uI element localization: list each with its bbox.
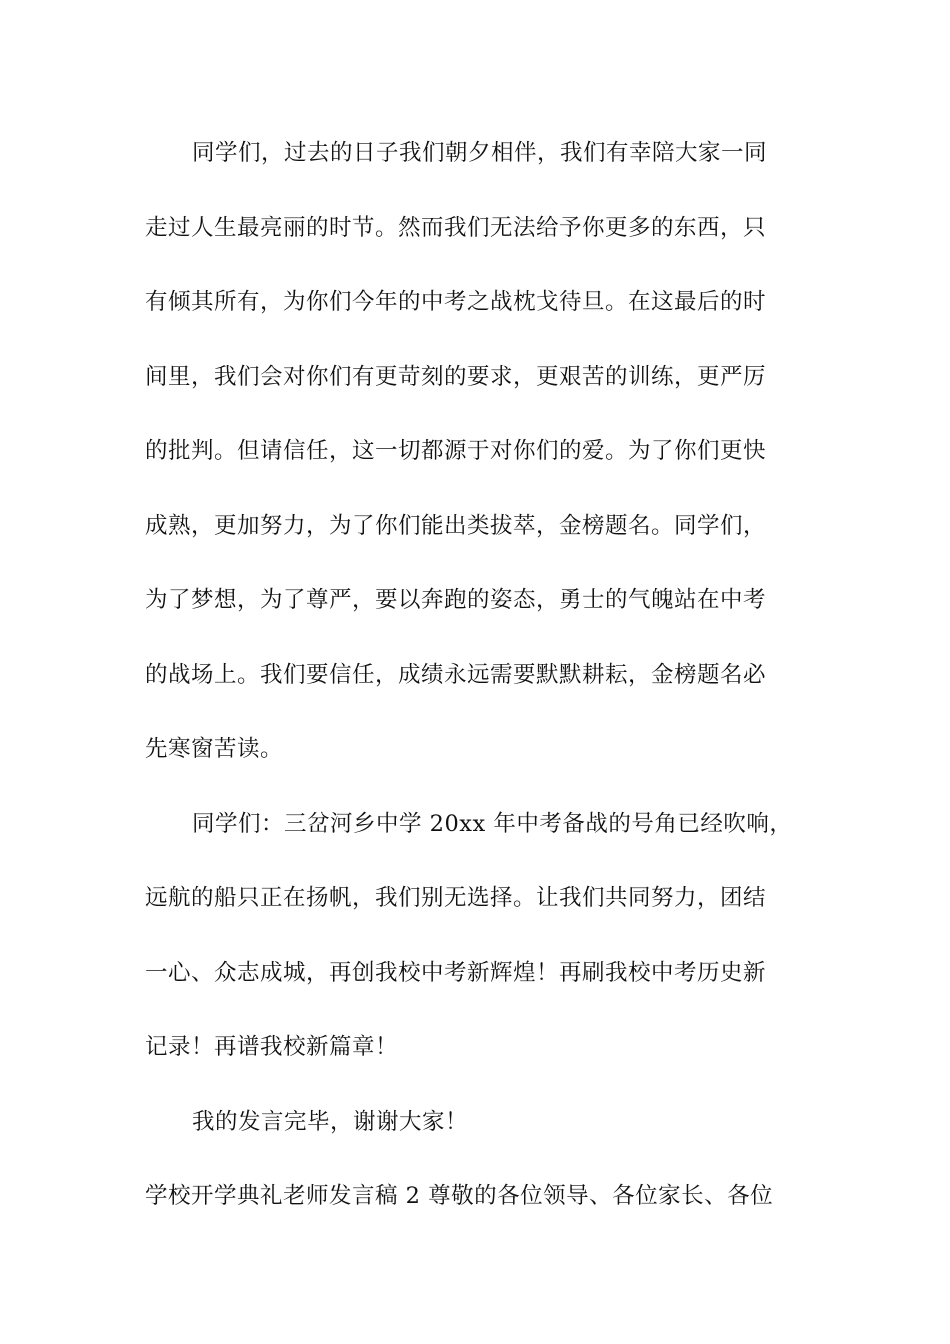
paragraph-2-line-4: 记录！再谱我校新篇章！: [145, 1034, 399, 1060]
paragraph-3-line-1: 我的发言完毕，谢谢大家！: [192, 1108, 469, 1135]
paragraph-1-line-1: 同学们，过去的日子我们朝夕相伴，我们有幸陪大家一同: [192, 140, 768, 166]
paragraph-1-line-8: 的战场上。我们要信任，成绩永远需要默默耕耘，金榜题名必: [145, 661, 767, 688]
paragraph-1-line-4: 间里，我们会对你们有更苛刻的要求，更艰苦的训练，更严厉: [145, 363, 767, 390]
paragraph-1-line-6: 成熟，更加努力，为了你们能出类拔萃，金榜题名。同学们，: [145, 512, 767, 539]
paragraph-2-line-1: 同学们：三岔河乡中学 20xx 年中考备战的号角已经吹响，: [192, 810, 793, 837]
paragraph-1-line-9: 先寒窗苦读。: [145, 736, 284, 762]
paragraph-4-line-1: 学校开学典礼老师发言稿 2 尊敬的各位领导、各位家长、各位: [145, 1183, 774, 1209]
paragraph-1-line-2: 走过人生最亮丽的时节。然而我们无法给予你更多的东西，只: [145, 214, 767, 241]
paragraph-2-line-3: 一心、众志成城，再创我校中考新辉煌！再刷我校中考历史新: [145, 959, 767, 986]
paragraph-1-line-5: 的批判。但请信任，这一切都源于对你们的爱。为了你们更快: [145, 438, 767, 464]
document-body: [145, 131, 810, 1249]
paragraph-2-line-2: 远航的船只正在扬帆，我们别无选择。让我们共同努力，团结: [145, 885, 767, 911]
paragraph-1-line-7: 为了梦想，为了尊严，要以奔跑的姿态，勇士的气魄站在中考: [145, 587, 767, 613]
paragraph-1-line-3: 有倾其所有，为你们今年的中考之战枕戈待旦。在这最后的时: [145, 289, 767, 315]
